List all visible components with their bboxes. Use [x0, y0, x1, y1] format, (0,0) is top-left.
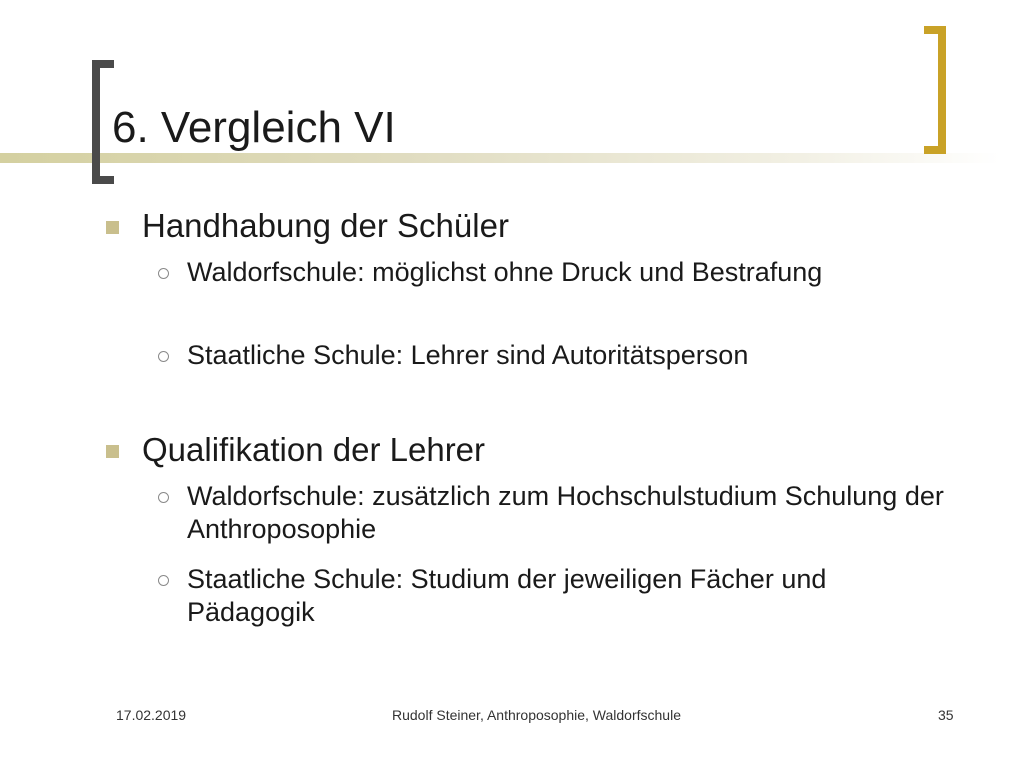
circle-bullet-icon [158, 492, 169, 503]
footer-date: 17.02.2019 [116, 707, 187, 723]
circle-bullet-icon [158, 351, 169, 362]
left-bracket-decoration [92, 60, 114, 184]
list-item: Waldorfschule: zusätzlich zum Hochschulstudium Schulung der Anthroposophie [187, 481, 944, 544]
circle-bullet-icon [158, 268, 169, 279]
square-bullet-icon [106, 221, 119, 234]
list-item: Waldorfschule: möglichst ohne Druck und Bestrafung [187, 257, 823, 287]
slide-title: 6. Vergleich VI [112, 103, 396, 152]
footer-title: Rudolf Steiner, Anthroposophie, Waldorfschule [392, 707, 681, 723]
square-bullet-icon [106, 445, 119, 458]
list-item: Staatliche Schule: Lehrer sind Autoritätsperson [187, 340, 749, 370]
page-number: 35 [938, 707, 954, 723]
circle-bullet-icon [158, 575, 169, 586]
list-item: Staatliche Schule: Studium der jeweiligen Fächer und Pädagogik [187, 564, 827, 627]
right-bracket-decoration [924, 26, 946, 154]
section-heading: Qualifikation der Lehrer [142, 431, 486, 468]
section-heading: Handhabung der Schüler [142, 207, 509, 244]
